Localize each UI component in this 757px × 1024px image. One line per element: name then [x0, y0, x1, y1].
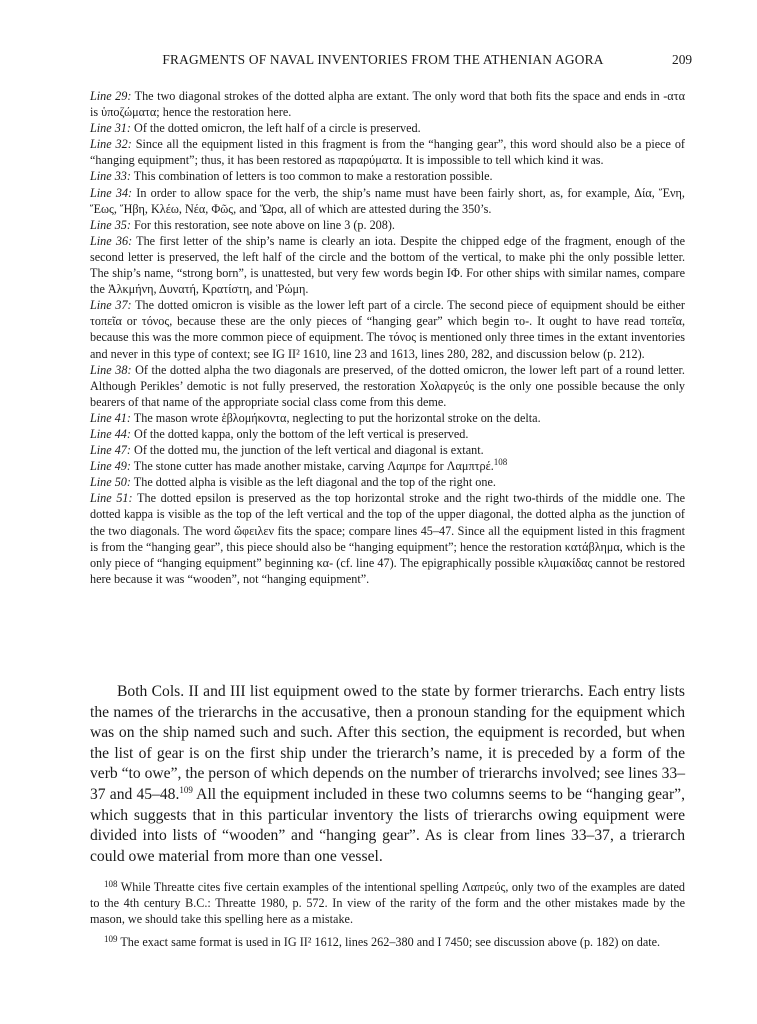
line-note	[90, 217, 685, 233]
line-note-text: Of the dotted omicron, the left half of a circle is preserved.	[130, 121, 421, 136]
line-note-text: The dotted omicron is visible as the lower left part of a circle. The second piece of equipment should be either τοπεῖα or τόνος, because these are the only pieces of “hanging gear” which begin το-. It ought to have read τοπεῖα, because this was the more common piece of equipment. The τόνος is mentioned only three times in the extant inventories and never in this type of context; see IG II² 1610, line 23 and 1613, lines 280, 282, and discussion below (p. 212).	[90, 298, 685, 361]
page-number: 209	[672, 52, 693, 67]
footnote-ref[interactable]: 109	[179, 784, 193, 795]
running-title: FRAGMENTS OF NAVAL INVENTORIES FROM THE ATHENIAN AGORA	[162, 52, 604, 67]
line-note-label: Line 50:	[90, 475, 131, 490]
line-note	[90, 136, 685, 168]
line-note-text: Of the dotted kappa, only the bottom of the left vertical is preserved.	[130, 426, 469, 441]
line-note-label: Line 35:	[90, 217, 131, 232]
line-note	[90, 410, 685, 426]
line-note-text: Of the dotted alpha the two diagonals are preserved, of the dotted omicron, the lower left part of a round letter. Although Perikles’ demotic is not fully preserved, the restoration Χολαργεύς is the only one possible because the only bearers of that name of the appropriate social class come from this deme.	[90, 362, 685, 409]
line-note	[90, 362, 685, 410]
line-note-text: Of the dotted mu, the junction of the left vertical and diagonal is extant.	[130, 443, 484, 458]
footnote-text: While Threatte cites five certain examples of the intentional spelling Λαπρεύς, only two of the examples are dated to the 4th century B.C.: Threatte 1980, p. 572. In view of the rarity of the form and the other mistakes made by the mason, we should take this spelling here as a mistake.	[90, 880, 685, 927]
line-note-text: Since all the equipment listed in this fragment is from the “hanging gear”, this word should also be a piece of “hanging equipment”; thus, it has been restored as παραρύματα. It is impossible to tell which kind it was.	[90, 137, 685, 168]
line-note-text: The two diagonal strokes of the dotted alpha are extant. The only word that both fits the space and ends in -ατα is ὑποζώματα; hence the restoration here.	[90, 89, 685, 120]
line-note	[90, 185, 685, 217]
line-note-text: The mason wrote ἑβλομήκοντα, neglecting to put the horizontal stroke on the delta.	[130, 410, 541, 425]
line-note-label: Line 51:	[90, 491, 133, 506]
line-note-label: Line 34:	[90, 185, 133, 200]
line-note-text: In order to allow space for the verb, the ship’s name must have been fairly short, as, for example, Δία, Ἕνη, Ἕως, Ἥβη, Κλέω, Νέα, Φῶς, and Ὥρα, all of which are attested during the 350’s.	[90, 185, 685, 216]
line-note-label: Line 31:	[90, 121, 131, 136]
body-text-part1: Both Cols. II and III list equipment owed to the state by former trierarchs. Each entry lists the names of the trierarchs in the accusative, then a pronoun standing for the equipment which was on the ship named such and such. After this section, the equipment is recorded, but when the list of gear is on the first ship under the trierarch’s name, it is preceded by a form of the verb “to owe”, the person of which depends on the number of trierarchs involved; see lines 33–37 and 45–48.	[90, 683, 685, 803]
body-paragraph	[90, 682, 685, 867]
line-note-label: Line 41:	[90, 410, 131, 425]
line-note-text: For this restoration, see note above on line 3 (p. 208).	[130, 217, 395, 232]
line-note	[90, 442, 685, 458]
line-note	[90, 168, 685, 184]
page-header	[0, 52, 757, 72]
footnote	[90, 876, 685, 928]
footnote-text: The exact same format is used in IG II² 1612, lines 262–380 and I 7450; see discussion above (p. 182) on date.	[117, 934, 661, 949]
line-note	[90, 88, 685, 120]
footnote-ref[interactable]: 108	[493, 457, 508, 468]
line-note	[90, 426, 685, 442]
line-notes	[90, 88, 685, 587]
line-note-label: Line 49:	[90, 459, 131, 474]
footnote	[90, 931, 685, 950]
line-note-text: The dotted alpha is visible as the left diagonal and the top of the right one.	[130, 475, 496, 490]
line-note	[90, 490, 685, 587]
line-note-label: Line 29:	[90, 89, 132, 103]
line-note-text: The stone cutter has made another mistake, carving Λαμπρε for Λαμπτρέ.	[130, 459, 494, 474]
line-note	[90, 233, 685, 297]
line-note	[90, 474, 685, 490]
line-note-text: The dotted epsilon is preserved as the top horizontal stroke and the right two-thirds of the middle one. The dotted kappa is visible as the top of the left vertical and the top of the upper diagonal, the dotted alpha as the junction of the two diagonals. The word ὤφειλεν fits the space; compare lines 45–47. Since all the equipment listed in this fragment is from the “hanging gear”, this piece should also be “hanging equipment”; hence the restoration κατάβλημα, which is the only piece of “hanging equipment” beginning κα- (cf. line 47). The epigraphically possible κλιμακίδας cannot be restored here because it was “wooden”, not “hanging equipment”.	[90, 491, 685, 586]
line-note-label: Line 37:	[90, 298, 132, 313]
line-note	[90, 458, 685, 474]
line-note	[90, 120, 685, 136]
line-note-label: Line 33:	[90, 169, 131, 184]
line-note-label: Line 36:	[90, 233, 133, 248]
line-note	[90, 297, 685, 361]
line-note-label: Line 38:	[90, 362, 132, 377]
line-note-text: The first letter of the ship’s name is clearly an iota. Despite the chipped edge of the fragment, enough of the second letter is preserved, the left half of the circle and the bottom of the vertical, to make phi the only possible letter. The ship’s name, “strong born”, is unattested, but very few words begin ΙΦ. For other ships with similar names, compare the Ἀλκμήνη, Δυνατή, Κρατίστη, and Ῥώμη.	[90, 233, 685, 297]
line-note-label: Line 44:	[90, 426, 131, 441]
footnote-number: 109	[104, 933, 118, 944]
footnote-number: 108	[104, 879, 118, 889]
body-text-part2: All the equipment included in these two columns seems to be “hanging gear”, which suggests that in this particular inventory the lists of trierarchs owing equipment were divided into lists of “wooden” and “hanging gear”. As is clear from lines 33–37, a trierarch could owe material from more than one vessel.	[90, 785, 685, 865]
footnotes	[90, 876, 685, 953]
line-note-label: Line 47:	[90, 443, 131, 458]
line-note-label: Line 32:	[90, 137, 132, 152]
line-note-text: This combination of letters is too common to make a restoration possible.	[130, 169, 493, 184]
